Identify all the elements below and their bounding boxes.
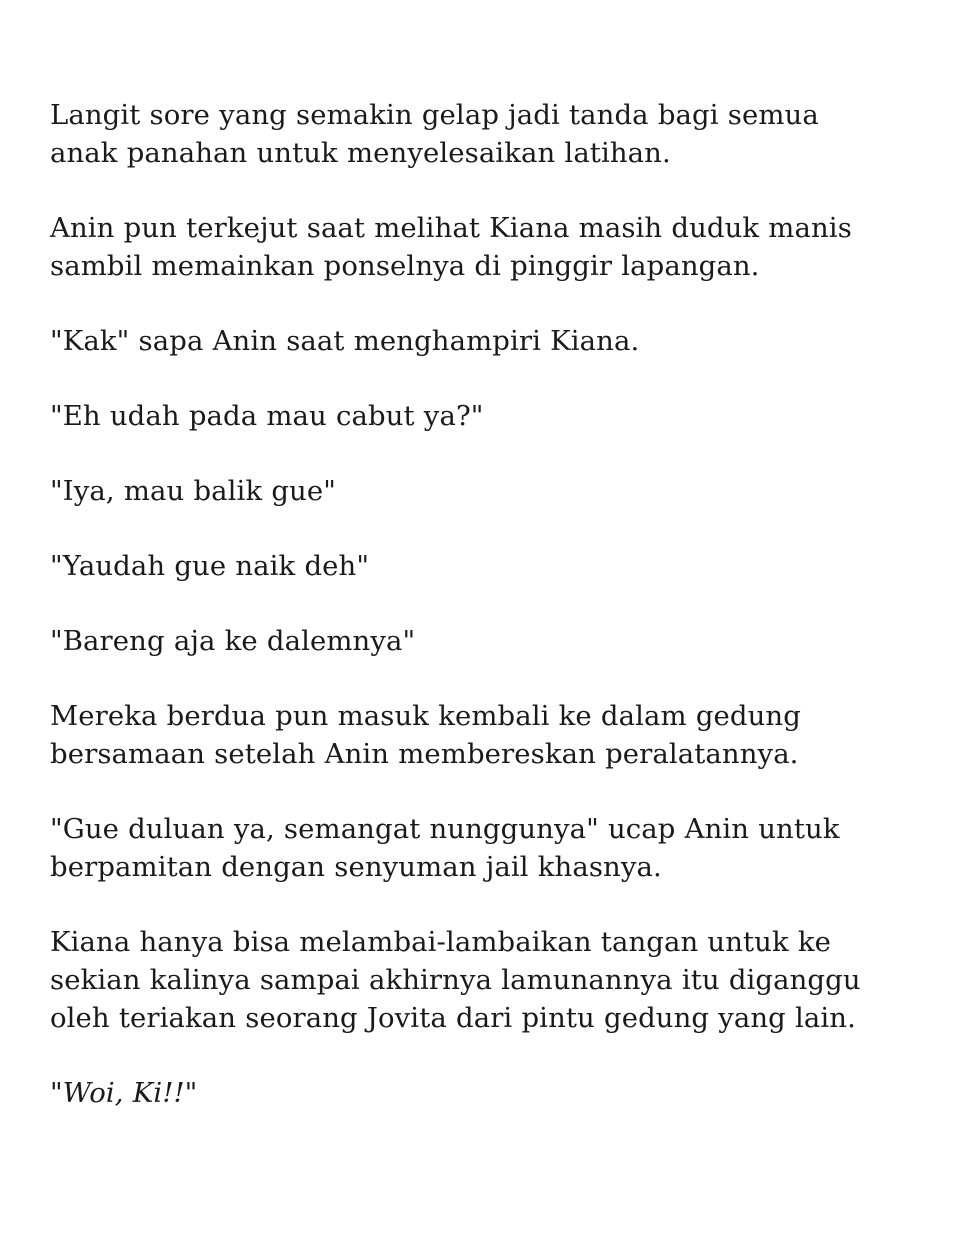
story-paragraph: Kiana hanya bisa melambai-lambaikan tangan untuk ke sekian kalinya sampai akhirnya lamunannya itu diganggu oleh teriakan seorang Jovita dari pintu gedung yang lain. — [50, 926, 861, 1034]
story-body — [50, 96, 893, 1112]
story-paragraph: "Bareng aja ke dalemnya" — [50, 625, 416, 657]
story-paragraph: "Iya, mau balik gue" — [50, 475, 336, 507]
story-paragraph-emphasis: "Woi, Ki!!" — [50, 1077, 198, 1109]
story-paragraph: "Gue duluan ya, semangat nunggunya" ucap Anin untuk berpamitan dengan senyuman jail khasnya. — [50, 813, 840, 883]
story-paragraph: "Eh udah pada mau cabut ya?" — [50, 400, 484, 432]
story-paragraph: "Kak" sapa Anin saat menghampiri Kiana. — [50, 325, 640, 357]
story-paragraph: Anin pun terkejut saat melihat Kiana masih duduk manis sambil memainkan ponselnya di pinggir lapangan. — [50, 212, 852, 282]
story-paragraph: Mereka berdua pun masuk kembali ke dalam gedung bersamaan setelah Anin membereskan peralatannya. — [50, 700, 801, 770]
story-paragraph: Langit sore yang semakin gelap jadi tanda bagi semua anak panahan untuk menyelesaikan latihan. — [50, 99, 819, 169]
story-paragraph: "Yaudah gue naik deh" — [50, 550, 370, 582]
